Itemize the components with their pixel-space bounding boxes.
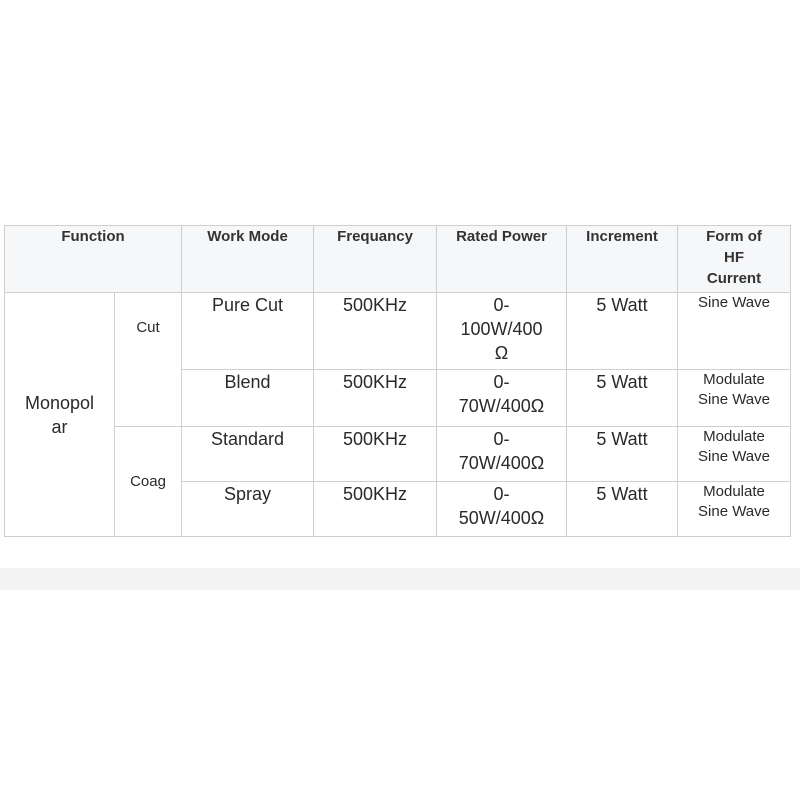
cell-rated-power [437, 482, 567, 537]
rated-power-line: 70W/400Ω [458, 396, 545, 416]
specification-table [4, 225, 791, 537]
function-monopolar-line-1: Monopol [24, 392, 95, 413]
cell-frequency: 500KHz [314, 427, 437, 482]
cell-frequency: 500KHz [314, 293, 437, 370]
rated-power-line: 100W/400 [460, 319, 543, 339]
form-line: Modulate [703, 371, 765, 388]
subfunction-cut [115, 293, 182, 427]
subfunction-cut-label: Cut [136, 318, 160, 336]
form-line: Sine Wave [698, 503, 770, 520]
table-row [5, 427, 791, 482]
cell-increment: 5 Watt [567, 370, 678, 427]
cell-rated-power [437, 370, 567, 427]
form-line: Modulate [703, 428, 765, 445]
page-footer-band [0, 568, 800, 590]
cell-frequency: 500KHz [314, 370, 437, 427]
table-header [5, 226, 791, 293]
header-form-line-3: Current [706, 270, 762, 287]
cell-form [678, 370, 791, 427]
cell-increment: 5 Watt [567, 293, 678, 370]
header-form-line-2: HF [724, 249, 745, 266]
rated-power-line: 0- [493, 429, 510, 449]
header-increment: Increment [567, 226, 678, 293]
cell-work-mode: Spray [182, 482, 314, 537]
rated-power-line: 50W/400Ω [458, 508, 545, 528]
cell-form [678, 427, 791, 482]
form-line: Sine Wave [698, 391, 770, 408]
cell-form [678, 293, 791, 370]
cell-increment: 5 Watt [567, 482, 678, 537]
table-row [5, 293, 791, 370]
form-line: Sine Wave [698, 448, 770, 465]
form-line: Modulate [703, 483, 765, 500]
header-form-line-1: Form of [706, 228, 762, 245]
cell-work-mode: Pure Cut [182, 293, 314, 370]
cell-work-mode: Blend [182, 370, 314, 427]
cell-frequency: 500KHz [314, 482, 437, 537]
cell-work-mode: Standard [182, 427, 314, 482]
rated-power-line: Ω [494, 343, 509, 363]
function-monopolar-line-2: ar [51, 416, 68, 437]
rated-power-line: 0- [493, 295, 510, 315]
header-form-of-hf-current [678, 226, 791, 293]
rated-power-line: 0- [493, 484, 510, 504]
header-frequency: Frequancy [314, 226, 437, 293]
rated-power-line: 70W/400Ω [458, 453, 545, 473]
rated-power-line: 0- [493, 372, 510, 392]
subfunction-coag [115, 427, 182, 537]
cell-rated-power [437, 427, 567, 482]
header-rated-power: Rated Power [437, 226, 567, 293]
subfunction-coag-label: Coag [130, 472, 166, 490]
cell-rated-power [437, 293, 567, 370]
header-function: Function [5, 226, 182, 293]
function-monopolar [5, 293, 115, 537]
header-work-mode: Work Mode [182, 226, 314, 293]
cell-form [678, 482, 791, 537]
form-line: Sine Wave [698, 294, 770, 311]
cell-increment: 5 Watt [567, 427, 678, 482]
